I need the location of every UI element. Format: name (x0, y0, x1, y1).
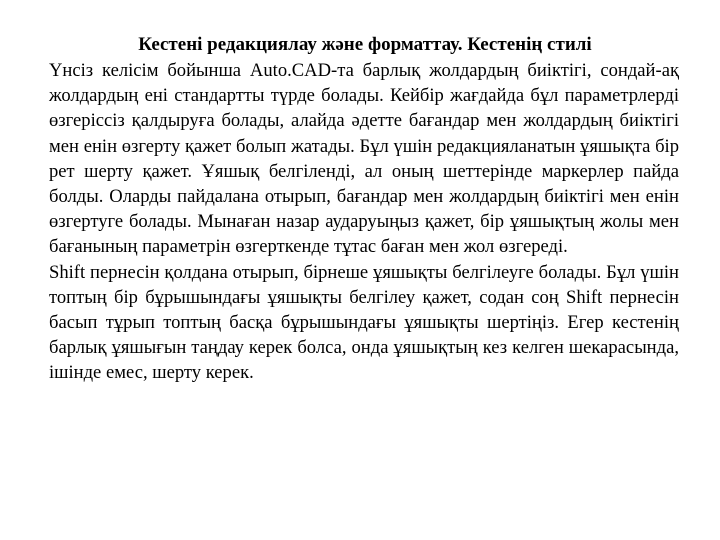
slide-body (49, 58, 679, 386)
slide-title: Кестені редакциялау және форматтау. Кестенің стилі (138, 34, 592, 55)
paragraph-shift-selection: Shift пернесін қолдана отырып, бірнеше ұяшықты белгілеуге болады. Бұл үшін топтың бір бұрышындағы ұяшықты белгілеу қажет, содан соң Shift пернесін басып тұрып топтың басқа бұрышындағы ұяшықты шертіңіз. Егер кестенің барлық ұяшығын таңдау керек болса, онда ұяшықтың кез келген шекарасында, ішінде емес, шерту керек. (49, 261, 679, 384)
paragraph-row-column-sizing: Үнсіз келісім бойынша Auto.CAD-та барлық жолдардың биіктігі, сондай-ақ жолдардың ені стандартты түрде болады. Кейбір жағдайда бұл параметрлерді өзгеріссіз қалдыруға болады, алайда әдетте бағандар мен жолдардың биіктігі мен енін өзгерту қажет болып жатады. Бұл үшін редакцияланатын ұяшықта бір рет шерту қажет. Ұяшық белгіленді, ал оның шеттерінде маркерлер пайда болды. Оларды пайдалана отырып, бағандар мен жолдардың биіктігі мен енін өзгертуге болады. Мынаған назар аударуыңыз қажет, бір ұяшықтың жолы мен бағанының параметрін өзгерткенде тұтас баған мен жол өзгереді. (49, 60, 679, 258)
